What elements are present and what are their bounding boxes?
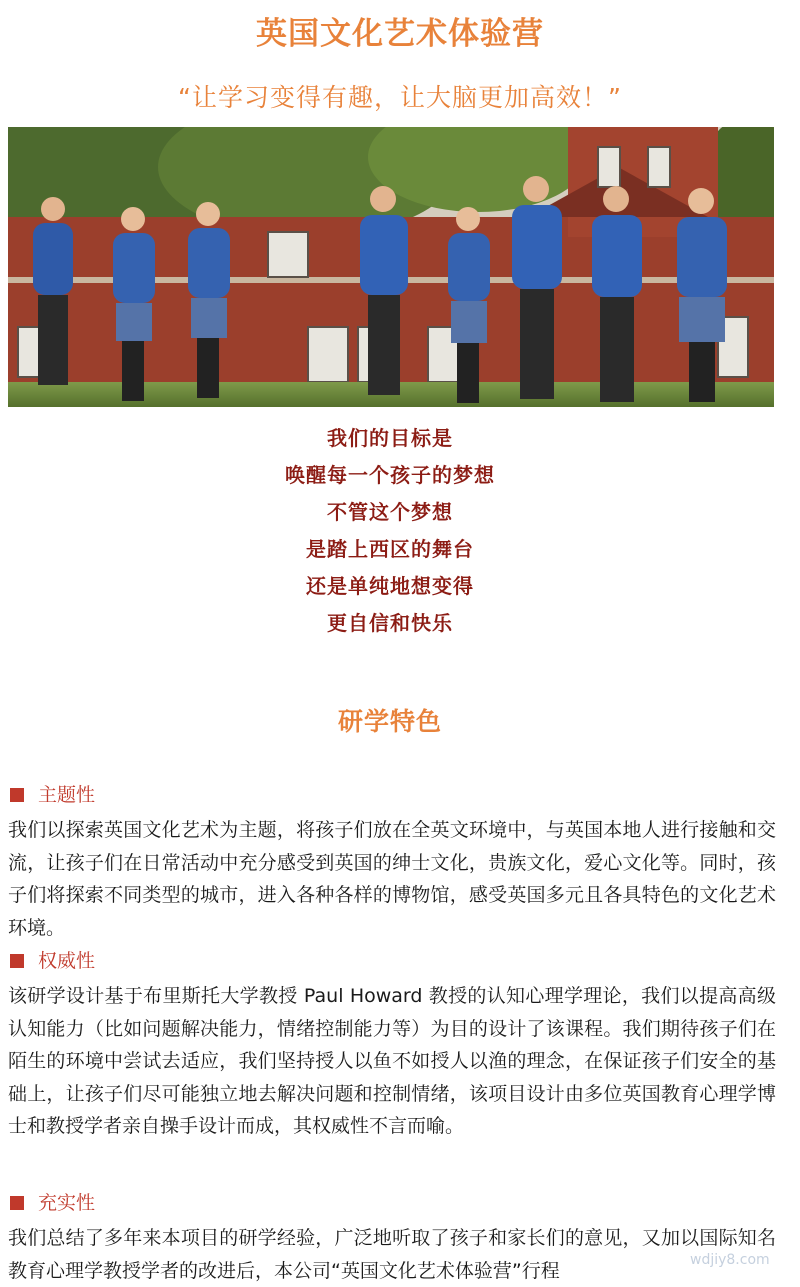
feature-body-theme: 我们以探索英国文化艺术为主题，将孩子们放在全英文环境中，与英国本地人进行接触和交流，让孩子们在日常活动中充分感受到英国的绅士文化，贵族文化，爱心文化等。同时，孩子们将探索不同类型的城市，进入各种各样的博物馆，感受英国多元且各具特色的文化艺术环境。 — [8, 819, 776, 939]
watermark: wdjiy8.com — [690, 1252, 770, 1268]
feature-title-richness — [10, 1188, 95, 1218]
goal-line: 更自信和快乐 — [327, 611, 453, 635]
goal-line: 是踏上西区的舞台 — [306, 537, 474, 561]
feature-title-label: 主题性 — [38, 784, 96, 806]
goals-block — [0, 420, 780, 642]
square-bullet-icon — [10, 788, 24, 802]
square-bullet-icon — [10, 1196, 24, 1210]
goal-line: 我们的目标是 — [327, 426, 453, 450]
students-campus-illustration — [8, 127, 774, 407]
feature-body-authority: 该研学设计基于布里斯托大学教授 Paul Howard 教授的认知心理学理论，我们以提高高级认知能力（比如问题解决能力，情绪控制能力等）为目的设计了该课程。我们期待孩子们在陌生的环境中尝试去适应，我们坚持授人以鱼不如授人以渔的理念，在保证孩子们安全的基础上，让孩子们尽可能独立地去解决问题和控制情绪，该项目设计由多位英国教育心理学博士和教授学者亲自操手设计而成，其权威性不言而喻。 — [8, 985, 776, 1137]
page-title: 英国文化艺术体验营 — [256, 16, 544, 52]
slogan: “让学习变得有趣，让大脑更加高效！” — [178, 83, 622, 112]
feature-body-richness: 我们总结了多年来本项目的研学经验，广泛地听取了孩子和家长们的意见，又加以国际知名教育心理学教授学者的改进后，本公司“英国文化艺术体验营”行程 — [8, 1227, 776, 1282]
feature-title-theme — [10, 780, 95, 810]
goal-line: 不管这个梦想 — [327, 500, 453, 524]
goal-line: 还是单纯地想变得 — [306, 574, 474, 598]
feature-title-label: 权威性 — [38, 950, 96, 972]
feature-title-label: 充实性 — [38, 1192, 96, 1214]
hero-photo — [8, 127, 774, 407]
goal-line: 唤醒每一个孩子的梦想 — [285, 463, 495, 487]
features-heading: 研学特色 — [337, 707, 442, 736]
feature-title-authority — [10, 946, 95, 976]
square-bullet-icon — [10, 954, 24, 968]
